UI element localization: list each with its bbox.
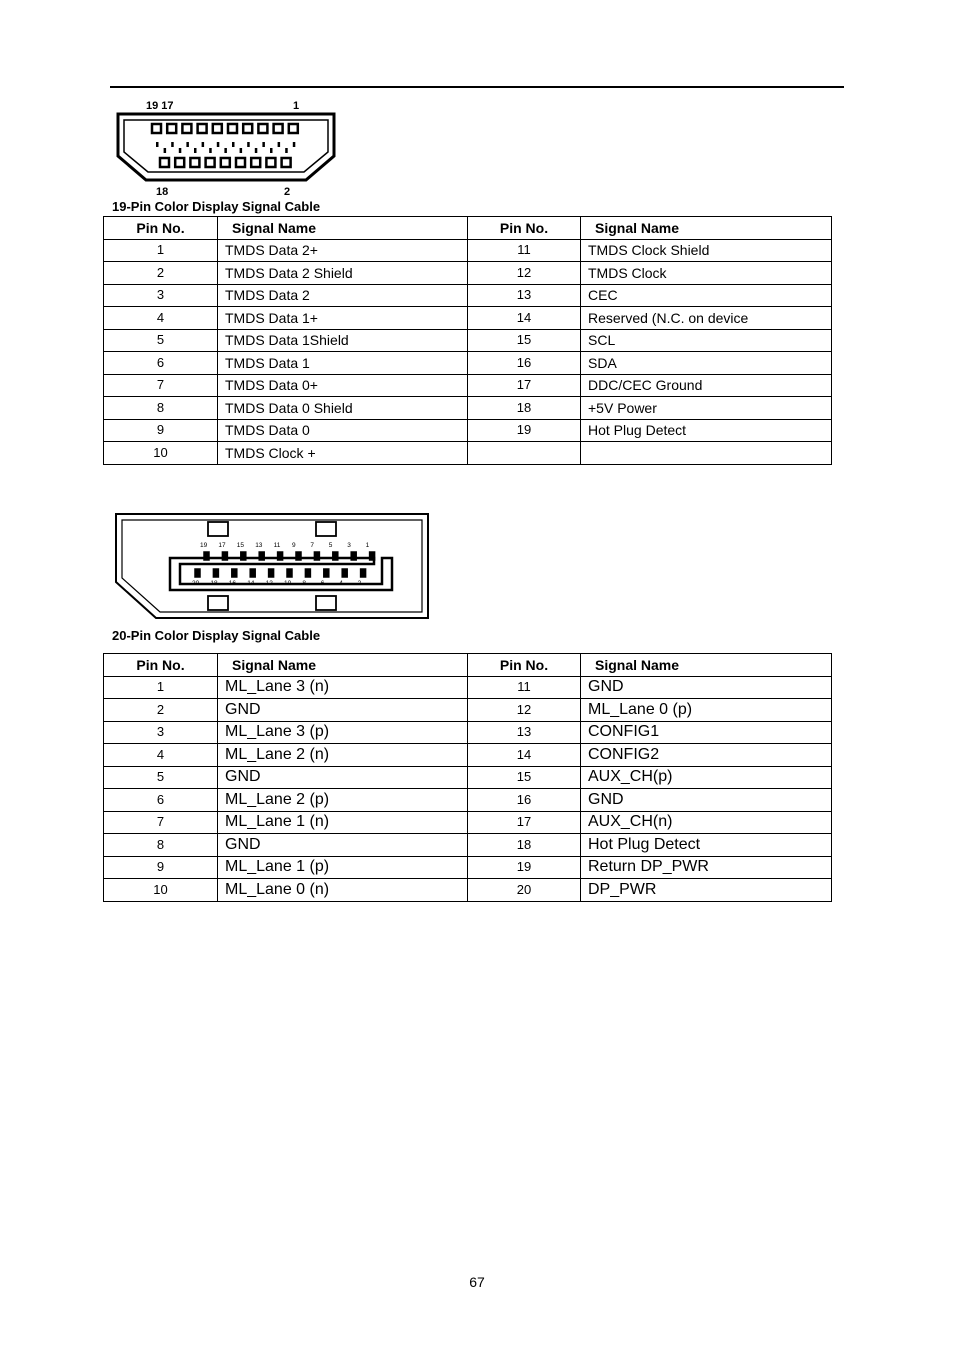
pin-number-cell: 16 (468, 352, 581, 375)
dp-pin-label: 15 (236, 542, 245, 549)
signal-name-cell: Reserved (N.C. on device (581, 307, 832, 330)
signal-name-cell: CEC (581, 284, 832, 307)
table-row (104, 397, 832, 420)
hdmi-pin-lead (270, 148, 273, 153)
dp-pin-label: 5 (328, 542, 333, 549)
signal-name-cell: CONFIG2 (581, 744, 832, 767)
pin-number-cell: 19 (468, 419, 581, 442)
hdmi-pin (266, 158, 275, 167)
signal-name-cell: Hot Plug Detect (581, 834, 832, 857)
dp-pin-label: 10 (284, 580, 292, 587)
signal-name-cell: TMDS Data 2 (218, 284, 468, 307)
signal-name-cell: TMDS Data 1Shield (218, 329, 468, 352)
pin-number-cell: 6 (104, 352, 218, 375)
table-row (104, 442, 832, 465)
pin-number-cell: 11 (468, 676, 581, 699)
table-row (104, 879, 832, 902)
signal-name-cell: ML_Lane 2 (p) (218, 789, 468, 812)
signal-name-cell: ML_Lane 0 (n) (218, 879, 468, 902)
dp-pin (195, 569, 200, 577)
pin-number-cell: 9 (104, 419, 218, 442)
displayport-connector-diagram (112, 512, 432, 622)
pin-number-cell: 13 (468, 721, 581, 744)
table-row (104, 419, 832, 442)
hdmi-pin (236, 158, 245, 167)
dp-pin (370, 552, 375, 560)
pin-number-cell: 18 (468, 397, 581, 420)
hdmi-pin (251, 158, 260, 167)
pin-number-cell: 17 (468, 374, 581, 397)
pin-no-header: Pin No. (468, 217, 581, 240)
pin-number-cell: 20 (468, 879, 581, 902)
signal-name-header: Signal Name (581, 654, 832, 677)
hdmi-pin (175, 158, 184, 167)
pin-number-cell: 13 (468, 284, 581, 307)
pin-number-cell: 17 (468, 811, 581, 834)
signal-name-cell: TMDS Clock + (218, 442, 468, 465)
hdmi-pin (167, 124, 176, 133)
dp-pin (342, 569, 347, 577)
signal-name-cell: SDA (581, 352, 832, 375)
hdmi-pin (213, 124, 222, 133)
hdmi-pin-lead (202, 142, 205, 147)
hdmi-pin (258, 124, 267, 133)
signal-name-cell: GND (218, 766, 468, 789)
hdmi-pin-lead (255, 148, 257, 153)
hdmi-pin-table (103, 216, 832, 465)
hdmi-pin-lead (217, 142, 220, 147)
dp-pin (333, 552, 338, 560)
dp-pin (361, 569, 366, 577)
table-row (104, 374, 832, 397)
dp-pin (204, 552, 209, 560)
pin-number-cell: 10 (104, 879, 218, 902)
pin-number-cell: 18 (468, 834, 581, 857)
table-row (104, 352, 832, 375)
pin-number-cell: 14 (468, 744, 581, 767)
pin-number-cell: 5 (104, 766, 218, 789)
signal-name-cell: AUX_CH(n) (581, 811, 832, 834)
signal-name-cell: ML_Lane 3 (p) (218, 721, 468, 744)
dp-pin (296, 552, 301, 560)
signal-name-cell: TMDS Data 0 Shield (218, 397, 468, 420)
hdmi-pin (182, 124, 191, 133)
hdmi-top-label-right: 1 (293, 100, 300, 112)
hdmi-connector-diagram (110, 96, 350, 200)
pin-number-cell: 10 (104, 442, 218, 465)
pin-number-cell: 11 (468, 239, 581, 262)
signal-name-cell: TMDS Data 2+ (218, 239, 468, 262)
dp-pin-label: 13 (255, 542, 263, 549)
signal-name-cell: TMDS Clock Shield (581, 239, 832, 262)
signal-name-cell: DP_PWR (581, 879, 832, 902)
hdmi-pin (152, 124, 161, 133)
table-row (104, 721, 832, 744)
signal-name-cell: TMDS Data 2 Shield (218, 262, 468, 285)
dp-pin-label: 18 (210, 580, 218, 587)
signal-name-cell: +5V Power (581, 397, 832, 420)
hdmi-pin-lead (164, 148, 167, 153)
table-row (104, 676, 832, 699)
signal-name-cell: ML_Lane 2 (n) (218, 744, 468, 767)
pin-number-cell: 14 (468, 307, 581, 330)
table-row (104, 744, 832, 767)
signal-name-cell: ML_Lane 0 (p) (581, 699, 832, 722)
pin-no-header: Pin No. (104, 654, 218, 677)
hdmi-pin (221, 158, 230, 167)
hdmi-pin-lead (262, 142, 265, 147)
pin-number-cell: 3 (104, 284, 218, 307)
dp-pin (213, 569, 218, 577)
dp-pin-label: 6 (320, 580, 325, 587)
hdmi-pin (198, 124, 207, 133)
dp-pin (259, 552, 264, 560)
table-row (104, 262, 832, 285)
hdmi-pin-lead (209, 148, 212, 153)
hdmi-pin (190, 158, 199, 167)
signal-name-cell: TMDS Clock (581, 262, 832, 285)
signal-name-cell: GND (218, 834, 468, 857)
pin-number-cell: 15 (468, 766, 581, 789)
signal-name-cell: Hot Plug Detect (581, 419, 832, 442)
pin-number-cell: 12 (468, 262, 581, 285)
hdmi-pin-lead (247, 142, 250, 147)
table1-caption: 19-Pin Color Display Signal Cable (112, 199, 321, 214)
signal-name-cell: ML_Lane 3 (n) (218, 676, 468, 699)
hdmi-pin (228, 124, 237, 133)
hdmi-pin (289, 124, 298, 133)
signal-name-cell: TMDS Data 1+ (218, 307, 468, 330)
hdmi-pin-lead (240, 148, 243, 153)
dp-pin (351, 552, 356, 560)
dp-pin (305, 569, 310, 577)
page-number: 67 (469, 1274, 485, 1290)
pin-number-cell: 7 (104, 811, 218, 834)
hdmi-pin-lead (194, 148, 197, 153)
pin-number-cell: 16 (468, 789, 581, 812)
table-row (104, 789, 832, 812)
dp-pin-label: 2 (357, 580, 362, 587)
dp-pin (287, 569, 292, 577)
hdmi-bottom-label-right: 2 (284, 186, 291, 198)
signal-name-cell: TMDS Data 0+ (218, 374, 468, 397)
hdmi-pin (274, 124, 283, 133)
table-row (104, 699, 832, 722)
hdmi-pin-lead (232, 142, 235, 147)
signal-name-cell: AUX_CH(p) (581, 766, 832, 789)
hdmi-pin (243, 124, 252, 133)
displayport-pin-table-body (104, 676, 832, 901)
pin-number-cell: 9 (104, 856, 218, 879)
pin-number-cell: 8 (104, 397, 218, 420)
hdmi-pin-lead (179, 148, 182, 153)
hdmi-pin (282, 158, 291, 167)
dp-pin (324, 569, 329, 577)
pin-number-cell: 7 (104, 374, 218, 397)
signal-name-header: Signal Name (581, 217, 832, 240)
signal-name-cell: TMDS Data 0 (218, 419, 468, 442)
hdmi-pin-lead (156, 142, 159, 147)
signal-name-cell: GND (218, 699, 468, 722)
hdmi-bottom-label-left: 18 (156, 186, 169, 198)
hdmi-pin-lead (171, 142, 174, 147)
pin-number-cell: 15 (468, 329, 581, 352)
dp-pin-label: 17 (218, 542, 226, 549)
pin-number-cell: 1 (104, 676, 218, 699)
pin-number-cell: 4 (104, 307, 218, 330)
signal-name-cell (581, 442, 832, 465)
header-rule (110, 86, 844, 88)
hdmi-pin-lead (285, 148, 288, 153)
pin-number-cell: 5 (104, 329, 218, 352)
dp-pin (278, 552, 283, 560)
hdmi-pin (160, 158, 169, 167)
signal-name-header: Signal Name (218, 654, 468, 677)
dp-pin (269, 569, 274, 577)
pin-no-header: Pin No. (468, 654, 581, 677)
dp-pin (222, 552, 227, 560)
table-row (104, 811, 832, 834)
dp-pin-label: 7 (310, 542, 315, 549)
pin-number-cell: 12 (468, 699, 581, 722)
pin-number-cell: 6 (104, 789, 218, 812)
hdmi-pin-lead (186, 142, 189, 147)
dp-pin-label: 14 (247, 580, 255, 587)
dp-pin-label: 20 (192, 580, 200, 587)
signal-name-cell: TMDS Data 1 (218, 352, 468, 375)
signal-name-cell: Return DP_PWR (581, 856, 832, 879)
dp-pin-label: 12 (265, 580, 273, 587)
table-row (104, 856, 832, 879)
dp-pin-label: 16 (228, 580, 237, 587)
table2-caption: 20-Pin Color Display Signal Cable (112, 628, 321, 643)
displayport-pin-table (103, 653, 832, 902)
table-row (104, 307, 832, 330)
hdmi-pin-lead (278, 142, 281, 147)
table-header-row (104, 654, 832, 677)
dp-pin (250, 569, 255, 577)
hdmi-pin (206, 158, 215, 167)
dp-pin (232, 569, 237, 577)
signal-name-header: Signal Name (218, 217, 468, 240)
dp-pin (241, 552, 246, 560)
hdmi-top-label-left: 19 17 (146, 100, 174, 112)
pin-number-cell: 2 (104, 699, 218, 722)
pin-number-cell: 19 (468, 856, 581, 879)
dp-pin (314, 552, 319, 560)
table-row (104, 766, 832, 789)
pin-number-cell: 8 (104, 834, 218, 857)
pin-number-cell: 4 (104, 744, 218, 767)
pin-number-cell: 2 (104, 262, 218, 285)
hdmi-pin-lead (224, 148, 227, 153)
signal-name-cell: CONFIG1 (581, 721, 832, 744)
dp-pin-label: 9 (292, 542, 296, 549)
dp-pin-label: 19 (200, 542, 208, 549)
signal-name-cell: ML_Lane 1 (n) (218, 811, 468, 834)
signal-name-cell: GND (581, 789, 832, 812)
signal-name-cell: GND (581, 676, 832, 699)
pin-number-cell (468, 442, 581, 465)
table-row (104, 329, 832, 352)
dp-pin-label: 8 (302, 580, 307, 587)
table-row (104, 284, 832, 307)
dp-pin-label: 4 (339, 580, 343, 587)
signal-name-cell: DDC/CEC Ground (581, 374, 832, 397)
pin-number-cell: 3 (104, 721, 218, 744)
dp-pin-label: 3 (347, 542, 351, 549)
pin-number-cell: 1 (104, 239, 218, 262)
dp-pin-label: 1 (365, 542, 370, 549)
signal-name-cell: ML_Lane 1 (p) (218, 856, 468, 879)
table-row (104, 239, 832, 262)
pin-no-header: Pin No. (104, 217, 218, 240)
hdmi-pin-table-body (104, 239, 832, 464)
dp-pin-label: 11 (273, 542, 281, 549)
table-row (104, 834, 832, 857)
table-header-row (104, 217, 832, 240)
hdmi-pin-lead (293, 142, 296, 147)
signal-name-cell: SCL (581, 329, 832, 352)
